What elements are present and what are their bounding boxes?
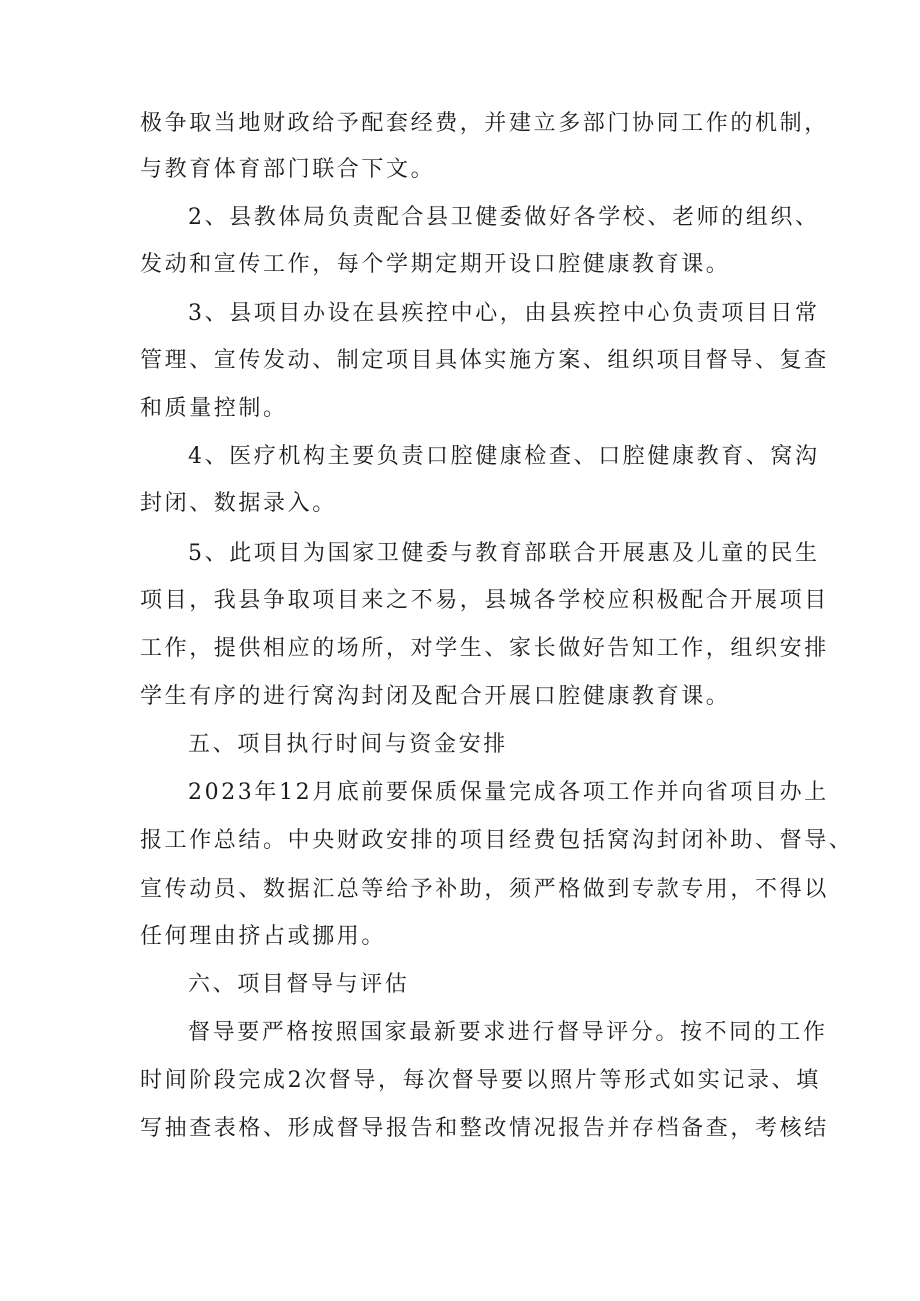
text-line: 宣传动员、数据汇总等给予补助，须严格做到专款专用，不得以 — [140, 877, 829, 902]
text-line: 2、县教体局负责配合县卫健委做好各学校、老师的组织、 — [188, 205, 820, 230]
section-heading: 六、项目督导与评估 — [188, 972, 410, 997]
text-line: 写抽查表格、形成督导报告和整改情况报告并存档备查，考核结 — [140, 1116, 829, 1141]
text-line: 极争取当地财政给予配套经费，并建立多部门协同工作的机制， — [140, 111, 829, 136]
text-line: 发动和宣传工作，每个学期定期开设口腔健康教育课。 — [140, 252, 731, 277]
text-line: 项目，我县争取项目来之不易，县城各学校应积极配合开展项目 — [140, 588, 829, 613]
text-line: 督导要严格按照国家最新要求进行督导评分。按不同的工作 — [188, 1020, 828, 1045]
text-line: 学生有序的进行窝沟封闭及配合开展口腔健康教育课。 — [140, 684, 731, 709]
text-line: 和质量控制。 — [140, 396, 288, 421]
text-line: 5、此项目为国家卫健委与教育部联合开展惠及儿童的民生 — [188, 541, 820, 566]
text-line: 工作，提供相应的场所，对学生、家长做好告知工作，组织安排 — [140, 636, 829, 661]
section-heading: 五、项目执行时间与资金安排 — [188, 732, 508, 757]
text-line: 与教育体育部门联合下文。 — [140, 157, 436, 182]
text-line: 2023年12月底前要保质保量完成各项工作并向省项目办上 — [188, 780, 829, 805]
text-line: 管理、宣传发动、制定项目具体实施方案、组织项目督导、复查 — [140, 348, 829, 373]
text-line: 任何理由挤占或挪用。 — [140, 924, 387, 949]
text-line: 报工作总结。中央财政安排的项目经费包括窝沟封闭补助、督导、 — [140, 828, 854, 853]
text-line: 封闭、数据录入。 — [140, 491, 337, 516]
text-line: 3、县项目办设在县疾控中心，由县疾控中心负责项目日常 — [188, 301, 820, 326]
text-line: 时间阶段完成2次督导，每次督导要以照片等形式如实记录、填 — [140, 1068, 821, 1093]
text-line: 4、医疗机构主要负责口腔健康检查、口腔健康教育、窝沟 — [188, 444, 820, 469]
